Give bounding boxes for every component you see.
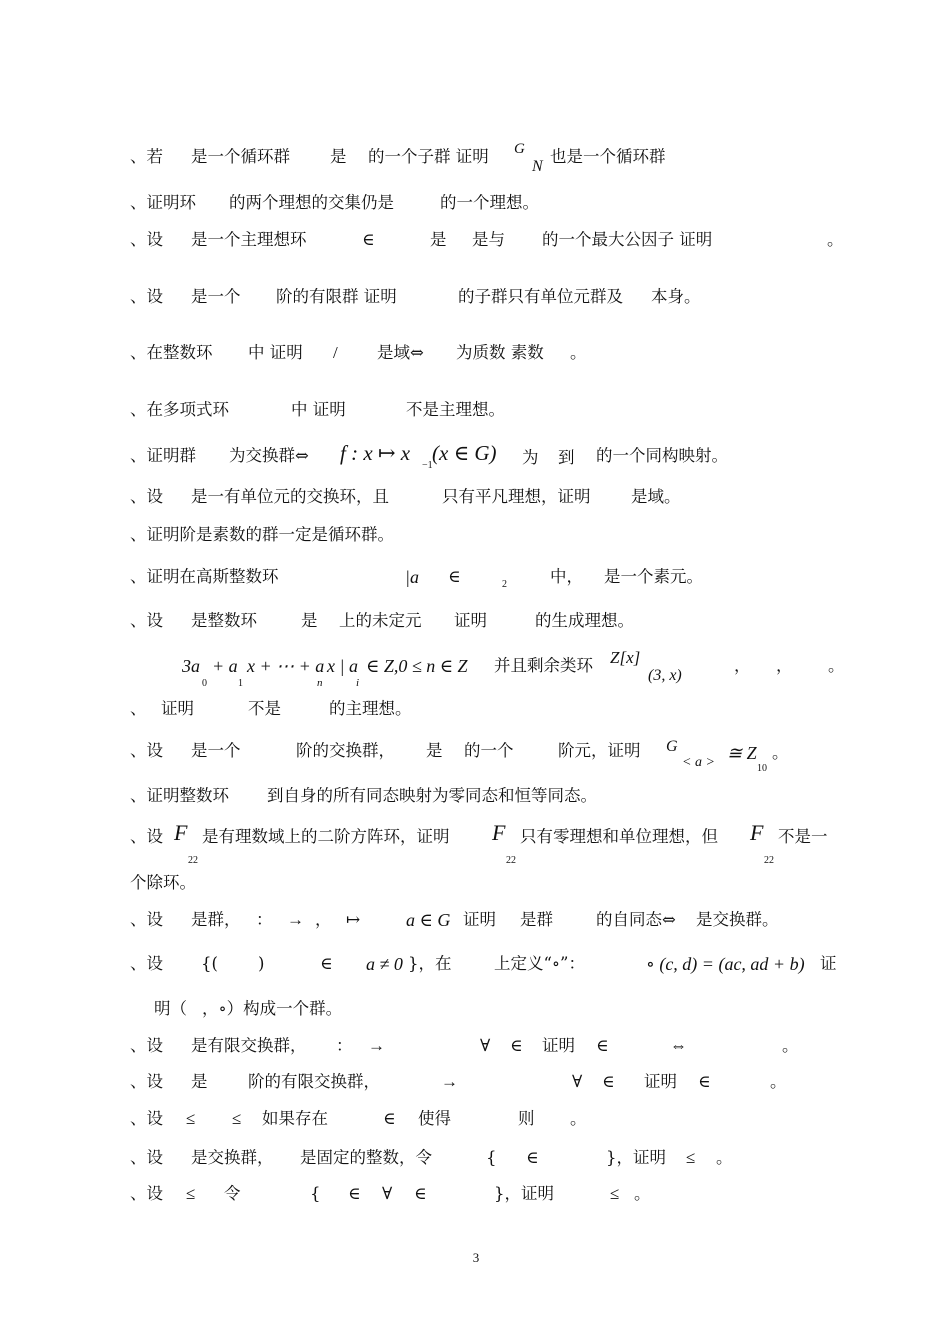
problem-text: 。 [828,656,845,675]
problem-text: 是域。 [631,487,681,506]
math-symbol: → [287,910,304,929]
problem-text: 。 [772,743,789,762]
math-symbol: ∈ [320,954,333,973]
problem-text: 的子群只有单位元群及 [458,287,623,306]
problem-text: ， [315,910,332,929]
math-symbol: F [750,820,764,845]
math-symbol: ： [336,1036,353,1055]
problem-text: 是一个主理想环 [191,230,307,249]
problem-text: 为交换群⇔ [229,446,309,465]
problem-text: 中 证明 [291,400,346,419]
math-subscript: 22 [188,855,198,866]
problem-text: 不是一 [778,827,828,846]
problem-text: 。 [570,343,587,362]
problem-text: 只有零理想和单位理想，但 [520,827,718,846]
problem-text: 的自同态⇔ [596,910,676,929]
math-symbol: / [333,343,338,362]
math-expression: G [666,738,678,755]
math-symbol: ≤ [186,1109,196,1128]
problem-text: 的一个 [464,741,514,760]
math-symbol: ↦ [346,910,361,929]
problem-text: 、证明群 [130,446,196,465]
problem-text: 证明 [463,910,496,929]
math-expression: (x ∈ G) [432,441,497,465]
problem-text: 不是主理想。 [406,400,505,419]
problem-text: 不是 [248,699,281,718]
problem-text: 、设 [130,611,163,630]
problem-text: 证明 [542,1036,575,1055]
problem-text: 是群， [191,910,241,929]
math-subscript: N [532,158,543,175]
math-subscript: 22 [506,855,516,866]
math-expression: ∘ (c, d) = (ac, ad + b) [646,954,805,974]
math-symbol: ： [256,910,273,929]
problem-text: 、设 [130,1148,163,1167]
problem-text: 则 [518,1109,535,1128]
problem-text: ) [258,954,265,973]
math-superscript: 2 [502,579,507,590]
problem-text: }，在 [408,954,452,973]
problem-text: 、设 [130,910,163,929]
math-symbol: ∀ [480,1036,491,1055]
math-subscript: n [317,677,323,689]
math-symbol: ∀ [572,1072,583,1091]
problem-text: 、在多项式环 [130,400,229,419]
problem-text: 使得 [418,1109,451,1128]
math-symbol: ∈ [526,1148,539,1167]
problem-text: 是 [426,741,443,760]
math-symbol: ∈ [698,1072,711,1091]
math-expression: 3a [182,656,200,676]
problem-text: 、在整数环 [130,343,213,362]
problem-text: 、证明整数环 [130,786,229,805]
problem-text: 、 [130,699,147,718]
problem-text: 的两个理想的交集仍是 [229,193,394,212]
math-symbol: → [368,1036,385,1055]
problem-text: 。 [634,1184,651,1203]
problem-text: 的主理想。 [329,699,412,718]
problem-text: ，∘）构成一个群。 [202,999,343,1018]
problem-text: 是群 [520,910,553,929]
problem-text: 到自身的所有同态映射为零同态和恒等同态。 [267,786,597,805]
problem-text: 、设 [130,954,163,973]
problem-text: 、设 [130,230,163,249]
problem-text: 是 [430,230,447,249]
math-expression: x + ⋯ + a [247,656,325,676]
problem-text: 并且剩余类环 [494,656,593,675]
problem-text: 如果存在 [262,1109,328,1128]
problem-text: 是交换群， [191,1148,274,1167]
problem-text: 是固定的整数，令 [300,1148,432,1167]
math-symbol: ∈ [448,567,461,586]
math-symbol: ∈ [383,1109,396,1128]
math-symbol: { [486,1148,497,1167]
problem-text: 、设 [130,487,163,506]
problem-text: 、设 [130,1036,163,1055]
problem-text: 令 [224,1184,241,1203]
problem-text: 的生成理想。 [535,611,634,630]
problem-text: 证明 [644,1072,677,1091]
math-symbol: ∀ [382,1184,393,1203]
problem-text: 。 [570,1109,587,1128]
page-number: 3 [472,1250,480,1265]
problem-text: 只有平凡理想，证明 [442,487,591,506]
math-symbol: ∈ [596,1036,609,1055]
math-subscript: 0 [202,678,207,689]
math-symbol: { [310,1184,321,1203]
math-expression: ∈ Z,0 ≤ n ∈ Z [366,656,468,676]
problem-text: ， [776,656,793,675]
problem-text: 、证明在高斯整数环 [130,567,279,586]
math-expression: (3, x) [648,667,682,684]
problem-text: 到 [558,448,575,467]
problem-text: 、设 [130,1184,163,1203]
math-symbol: ∈ [414,1184,427,1203]
math-symbol: ∈ [348,1184,361,1203]
problem-text: 证明 [161,699,194,718]
problem-text: 是一个 [191,287,241,306]
problem-text: 、若 [130,147,163,166]
problem-text: }，证明 [606,1148,666,1167]
problem-text: 中， [550,567,583,586]
problem-text: 上的未定元 [339,611,422,630]
problem-text: 上定义“∘”： [494,954,585,973]
problem-text: 、设 [130,1072,163,1091]
math-expression: a ∈ G [406,910,451,930]
math-expression: a ≠ 0 [366,954,403,974]
problem-text: 是一个循环群 [191,147,290,166]
problem-text: 。 [770,1072,787,1091]
problem-text: 、设 [130,827,163,846]
problem-text: 是交换群。 [696,910,779,929]
problem-text: 的一个理想。 [440,193,539,212]
problem-text: 证明 [454,611,487,630]
problem-text: 是整数环 [191,611,257,630]
problem-text: 是有限交换群， [191,1036,307,1055]
math-expression: + a [212,656,238,676]
problem-text: 阶的有限交换群， [248,1072,380,1091]
problem-text: 明（ [154,999,187,1018]
math-expression: < a > [682,755,715,770]
problem-text: 的一个子群 证明 [368,147,489,166]
problem-text: }，证明 [494,1184,554,1203]
problem-text: 是 [301,611,318,630]
math-symbol: G [514,141,525,157]
problem-text: 也是一个循环群 [550,147,666,166]
problem-text: ， [734,656,751,675]
problem-text: 。 [782,1036,799,1055]
math-expression: x | a [327,656,358,676]
math-superscript: −1 [422,460,433,471]
math-symbol: → [441,1072,458,1091]
math-symbol: F [492,820,506,845]
math-symbol: ∈ [602,1072,615,1091]
problem-text: 阶的交换群， [296,741,395,760]
math-symbol: ≤ [610,1184,620,1203]
problem-text: 为质数 素数 [456,343,544,362]
problem-text: 。 [716,1148,733,1167]
problem-text: 是一个 [191,741,241,760]
problem-text: 中 证明 [248,343,303,362]
math-expression: |a [405,567,419,587]
problem-text: 阶元，证明 [558,741,641,760]
problem-text: 、设 [130,287,163,306]
math-symbol: ∈ [362,230,375,249]
math-symbol: ≤ [686,1148,696,1167]
problem-text: 、证明阶是素数的群一定是循环群。 [130,525,394,544]
problem-text: 为 [522,448,539,467]
math-subscript: i [356,677,360,689]
math-subscript: 22 [764,855,774,866]
problem-text: 的一个同构映射。 [596,446,728,465]
problem-text: 是 [191,1072,208,1091]
problem-text: 个除环。 [130,873,196,892]
math-symbol: F [174,820,188,845]
problem-text: 、设 [130,1109,163,1128]
math-symbol: ∈ [510,1036,523,1055]
problem-text: 是有理数域上的二阶方阵环，证明 [202,827,450,846]
problem-text: 。 [827,230,844,249]
problem-text: 阶的有限群 证明 [276,287,397,306]
math-subscript: 1 [238,678,243,689]
math-symbol: ≤ [232,1109,242,1128]
problem-text: 、设 [130,741,163,760]
problem-text: 是与 [472,230,505,249]
problem-text: 是域⇔ [377,343,424,362]
problem-text: 是一有单位元的交换环，且 [191,487,389,506]
math-expression: ≅ Z [727,743,757,763]
problem-text: 本身。 [651,287,701,306]
problem-text: 证 [820,954,837,973]
math-expression: Z[x] [610,648,641,667]
problem-text: 的一个最大公因子 证明 [542,230,713,249]
math-symbol: ⇔ [670,1036,687,1055]
math-expression: f : x ↦ x [340,441,411,465]
problem-text: 、证明环 [130,193,196,212]
problem-text: 是一个素元。 [604,567,703,586]
math-symbol: ≤ [186,1184,196,1203]
problem-text: {( [201,954,218,973]
math-subscript: 10 [757,763,767,774]
problem-text: 是 [330,147,347,166]
